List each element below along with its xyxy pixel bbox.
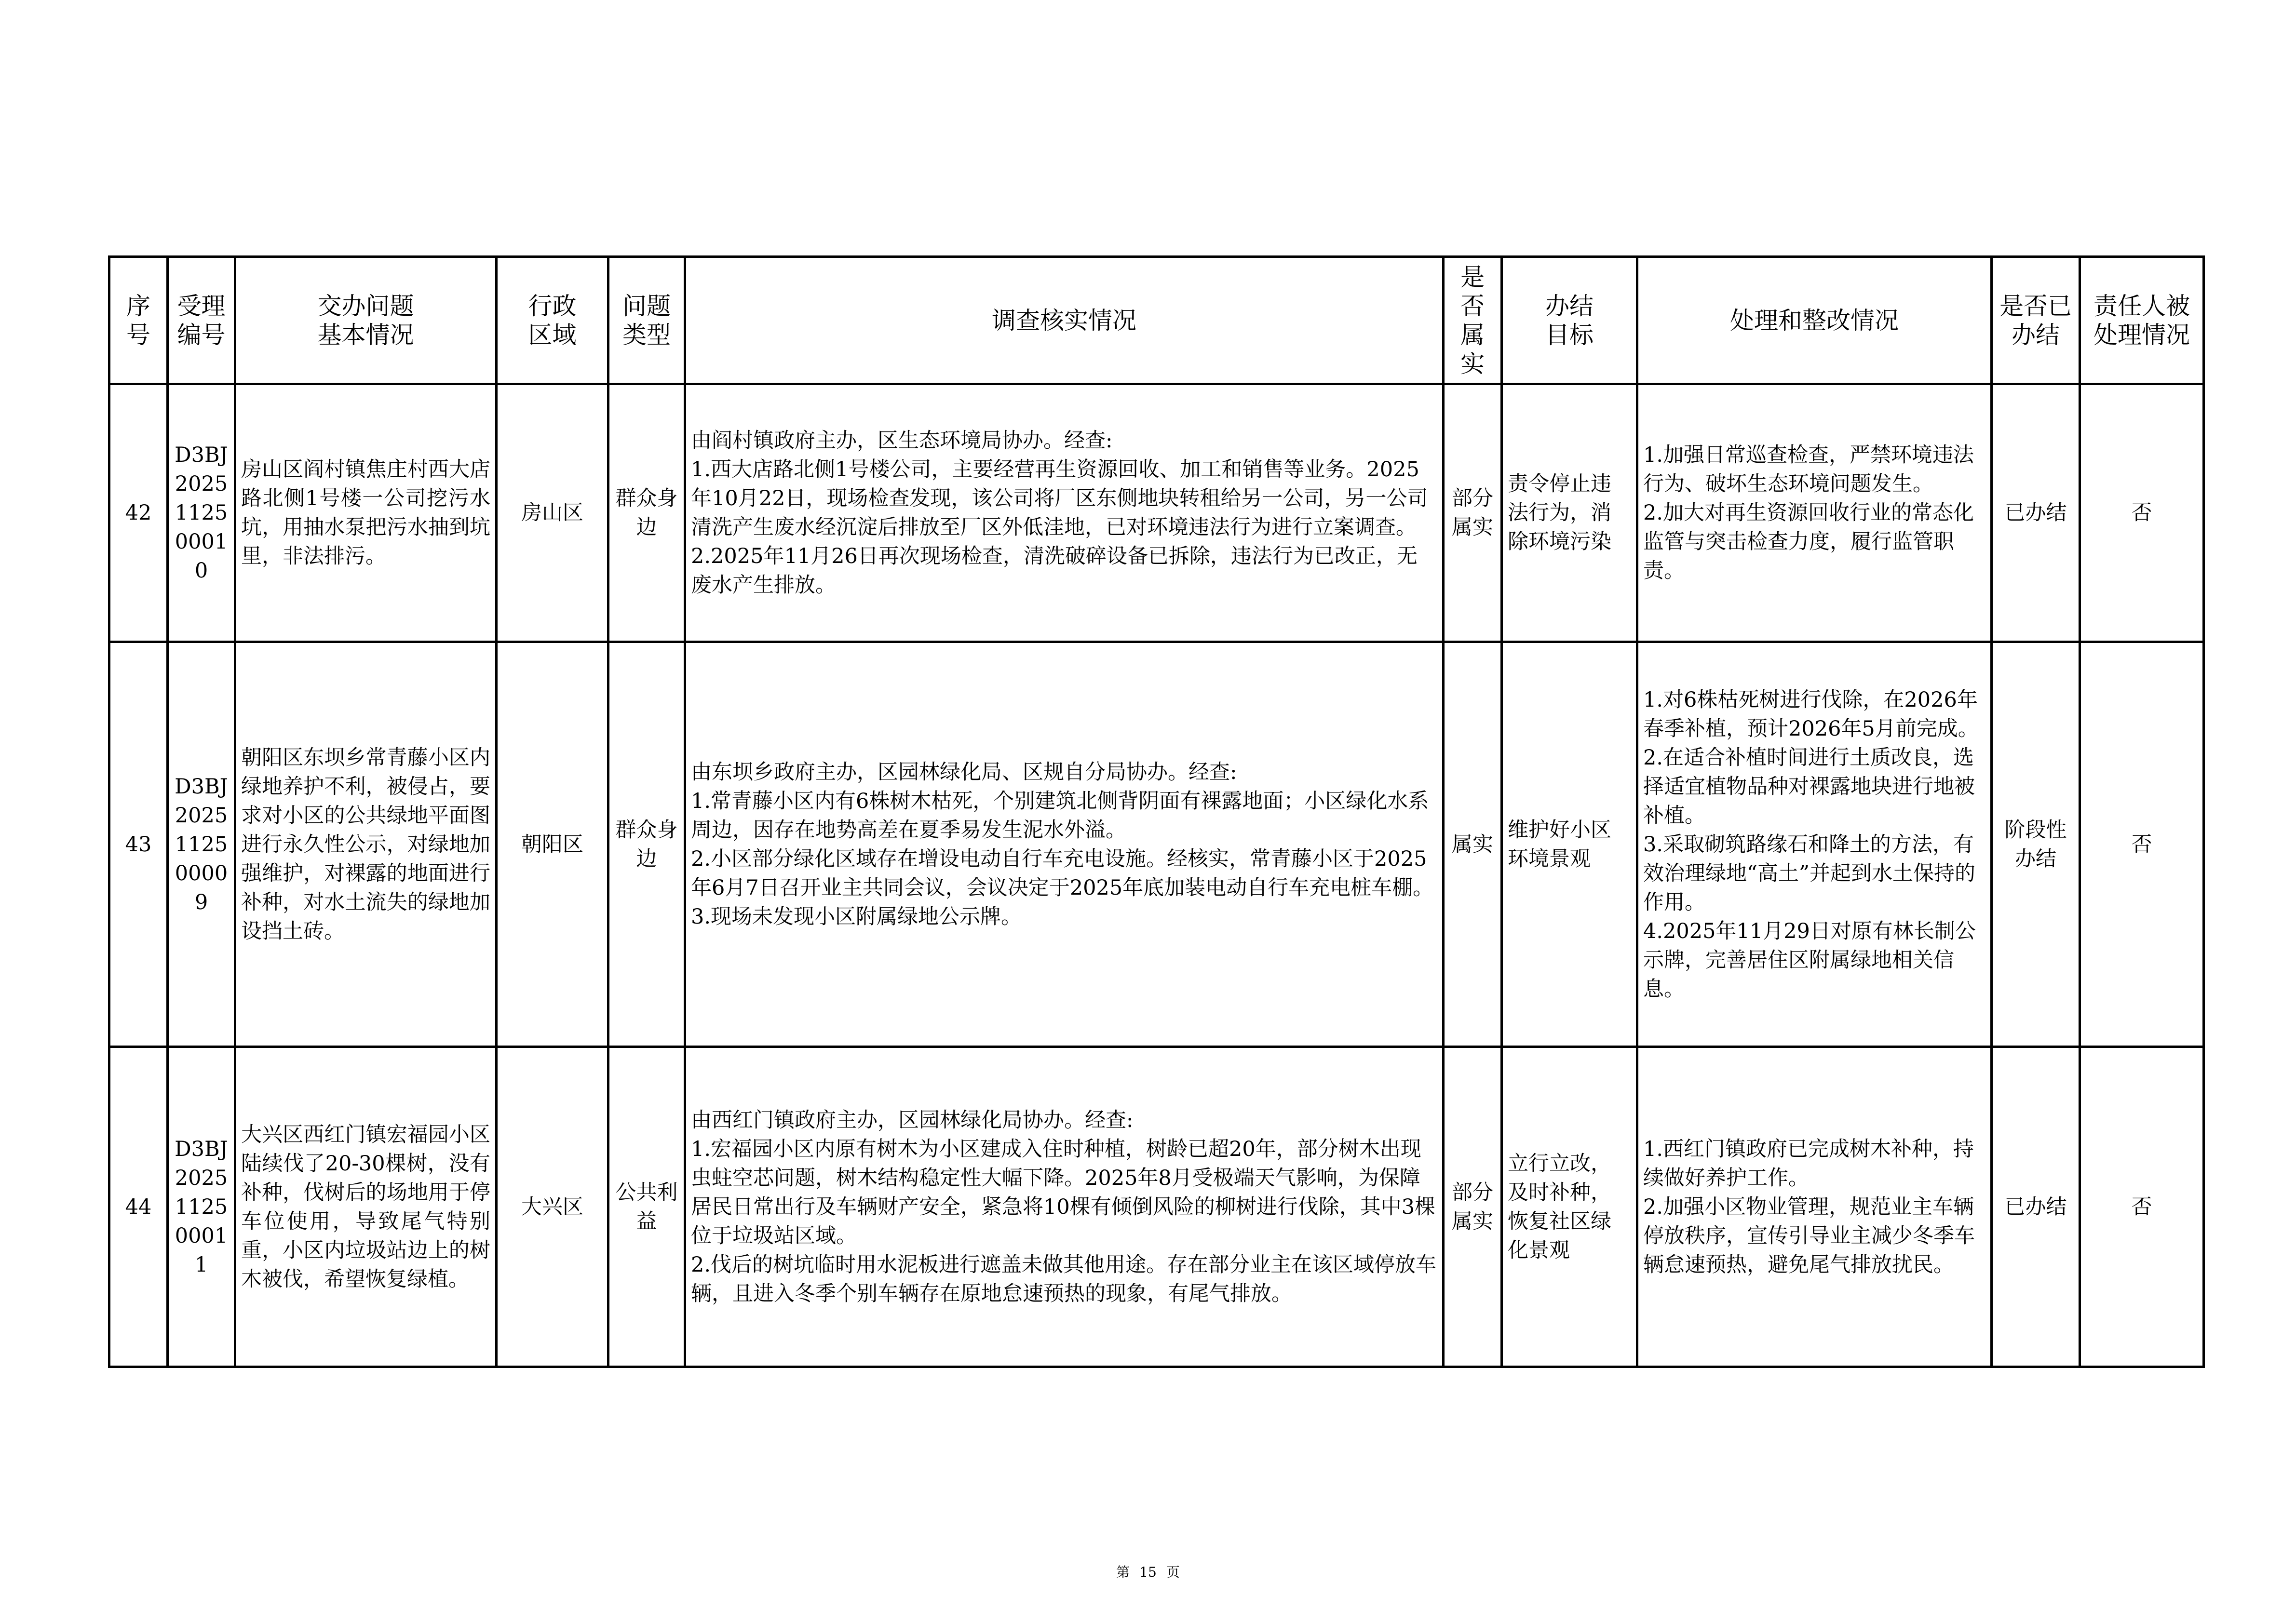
cell-id: D3BJ2025112500009: [168, 642, 235, 1047]
cell-issue: 大兴区西红门镇宏福园小区陆续伐了20-30棵树，没有补种，伐树后的场地用于停车位使用，导致尾气特别重，小区内垃圾站边上的树木被伐，希望恢复绿植。: [235, 1047, 497, 1367]
cell-district: 房山区: [497, 384, 608, 642]
table-row: [109, 384, 2204, 642]
cell-closed: 已办结: [1992, 1047, 2080, 1367]
cell-goal: 维护好小区环境景观: [1502, 642, 1637, 1047]
cell-verified: 部分属实: [1444, 1047, 1502, 1367]
table-row: [109, 642, 2204, 1047]
document-table-container: [108, 255, 2205, 1368]
cell-issue: 房山区阎村镇焦庄村西大店路北侧1号楼一公司挖污水坑，用抽水泵把污水抽到坑里，非法排污。: [235, 384, 497, 642]
cell-goal: 立行立改，及时补种，恢复社区绿化景观: [1502, 1047, 1637, 1367]
cell-district: 朝阳区: [497, 642, 608, 1047]
cell-seq: 43: [109, 642, 168, 1047]
header-accountability: 责任人被 处理情况: [2080, 257, 2204, 384]
page-suffix: 页: [1166, 1564, 1180, 1580]
cell-verified: 部分属实: [1444, 384, 1502, 642]
header-investigation: 调查核实情况: [685, 257, 1444, 384]
header-row: [109, 257, 2204, 384]
cell-investigation: 由阎村镇政府主办，区生态环境局协办。经查: 1.西大店路北侧1号楼公司，主要经营再生资源回收、加工和销售等业务。2025年10月22日，现场检查发现，该公司将厂区东侧地块转租给另一公司，另一公司清洗产生废水经沉淀后排放至厂区外低洼地，已对环境违法行为进行立案调查。 2.2025年11月26日再次现场检查，清洗破碎设备已拆除，违法行为已改正，无废水产生排放。: [685, 384, 1444, 642]
cell-goal: 责令停止违法行为，消除环境污染: [1502, 384, 1637, 642]
cell-closed: 已办结: [1992, 384, 2080, 642]
header-issue: 交办问题 基本情况: [235, 257, 497, 384]
table-row: [109, 1047, 2204, 1367]
header-seq: 序号: [109, 257, 168, 384]
page-number: 15: [1139, 1564, 1157, 1580]
cell-id: D3BJ2025112500011: [168, 1047, 235, 1367]
header-handling: 处理和整改情况: [1637, 257, 1992, 384]
cell-closed: 阶段性办结: [1992, 642, 2080, 1047]
header-verified: 是否 属实: [1444, 257, 1502, 384]
cell-district: 大兴区: [497, 1047, 608, 1367]
cell-accountability: 否: [2080, 642, 2204, 1047]
cell-type: 公共利益: [608, 1047, 685, 1367]
page-prefix: 第: [1116, 1564, 1130, 1580]
case-table: [108, 255, 2205, 1368]
cell-type: 群众身边: [608, 384, 685, 642]
header-goal: 办结 目标: [1502, 257, 1637, 384]
cell-investigation: 由东坝乡政府主办，区园林绿化局、区规自分局协办。经查: 1.常青藤小区内有6株树木枯死，个别建筑北侧背阴面有裸露地面；小区绿化水系周边，因存在地势高差在夏季易发生泥水外溢。 2.小区部分绿化区域存在增设电动自行车充电设施。经核实，常青藤小区于2025年6月7日召开业主共同会议，会议决定于2025年底加装电动自行车充电桩车棚。 3.现场未发现小区附属绿地公示牌。: [685, 642, 1444, 1047]
cell-type: 群众身边: [608, 642, 685, 1047]
cell-investigation: 由西红门镇政府主办，区园林绿化局协办。经查: 1.宏福园小区内原有树木为小区建成入住时种植，树龄已超20年，部分树木出现虫蛀空芯问题，树木结构稳定性大幅下降。2025年8月受极端天气影响，为保障居民日常出行及车辆财产安全，紧急将10棵有倾倒风险的柳树进行伐除，其中3棵位于垃圾站区域。 2.伐后的树坑临时用水泥板进行遮盖未做其他用途。存在部分业主在该区域停放车辆，且进入冬季个别车辆存在原地怠速预热的现象，有尾气排放。: [685, 1047, 1444, 1367]
cell-handling: 1.加强日常巡查检查，严禁环境违法行为、破坏生态环境问题发生。 2.加大对再生资源回收行业的常态化监管与突击检查力度，履行监管职责。: [1637, 384, 1992, 642]
cell-handling: 1.西红门镇政府已完成树木补种，持续做好养护工作。 2.加强小区物业管理，规范业主车辆停放秩序，宣传引导业主减少冬季车辆怠速预热，避免尾气排放扰民。: [1637, 1047, 1992, 1367]
header-id: 受理 编号: [168, 257, 235, 384]
cell-accountability: 否: [2080, 384, 2204, 642]
cell-handling: 1.对6株枯死树进行伐除，在2026年春季补植，预计2026年5月前完成。 2.在适合补植时间进行土质改良，选择适宜植物品种对裸露地块进行地被补植。 3.采取砌筑路缘石和降土的方法，有效治理绿地“高土”并起到水土保持的作用。 4.2025年11月29日对原有林长制公示牌，完善居住区附属绿地相关信息。: [1637, 642, 1992, 1047]
cell-accountability: 否: [2080, 1047, 2204, 1367]
page-footer: [0, 1562, 2296, 1581]
cell-verified: 属实: [1444, 642, 1502, 1047]
cell-seq: 44: [109, 1047, 168, 1367]
cell-seq: 42: [109, 384, 168, 642]
header-type: 问题 类型: [608, 257, 685, 384]
cell-id: D3BJ2025112500010: [168, 384, 235, 642]
cell-issue: 朝阳区东坝乡常青藤小区内绿地养护不利，被侵占，要求对小区的公共绿地平面图进行永久性公示，对绿地加强维护，对裸露的地面进行补种，对水土流失的绿地加设挡土砖。: [235, 642, 497, 1047]
header-district: 行政 区域: [497, 257, 608, 384]
header-closed: 是否已 办结: [1992, 257, 2080, 384]
